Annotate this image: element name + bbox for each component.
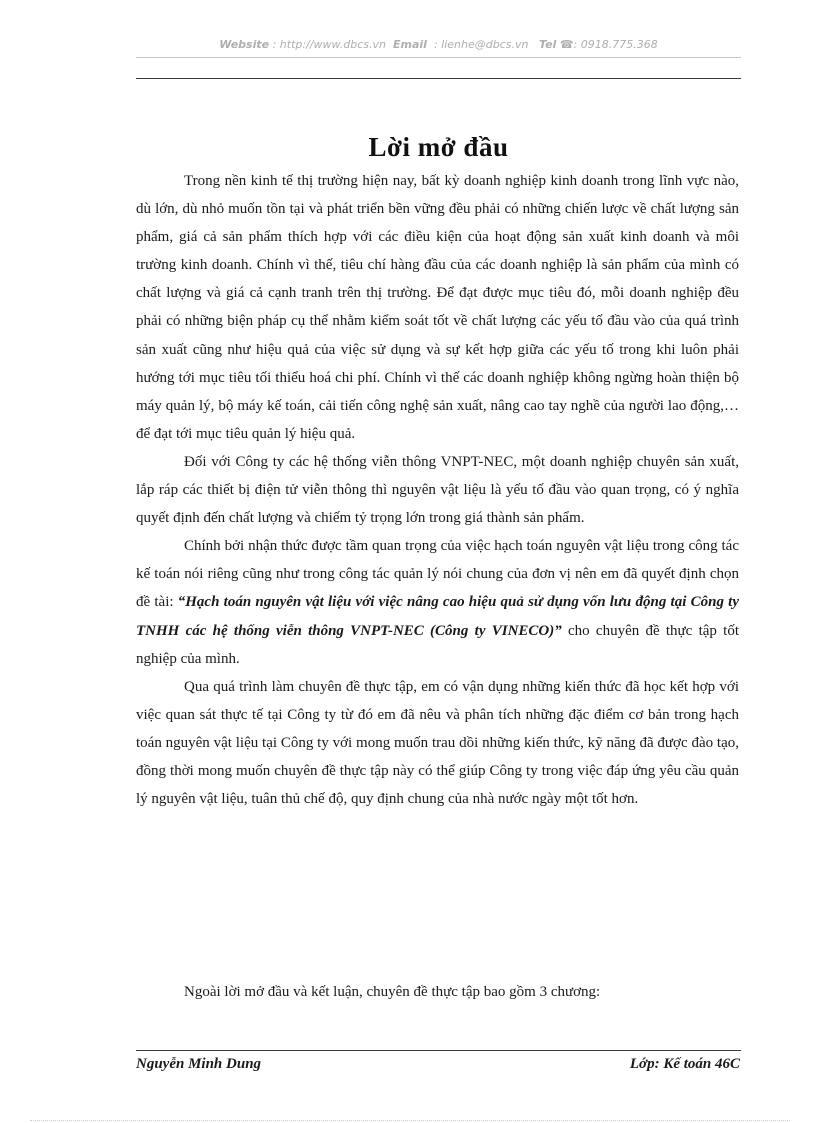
paragraph-company: Đối với Công ty các hệ thống viễn thông VNPT-NEC, một doanh nghiệp chuyên sản xuất, lắp ráp các thiết bị điện tử viễn thông thì nguyên vật liệu là yếu tố đầu vào quan trọng, có ý nghĩa quyết định đến chất lượng và chiếm tỷ trọng lớn trong giá thành sản phẩm. xyxy=(136,453,739,527)
body-text xyxy=(136,167,739,813)
paragraph-topic xyxy=(136,532,739,672)
header-rule-top xyxy=(136,57,741,58)
page-header xyxy=(136,38,741,51)
website-value: : http://www.dbcs.vn xyxy=(272,38,387,51)
paragraph-intro: Trong nền kinh tế thị trường hiện nay, bất kỳ doanh nghiệp kinh doanh trong lĩnh vực nào, dù lớn, dù nhỏ muốn tồn tại và phát triển bền vững đều phải có những chiến lược về chất lượng sản phẩm, giá cả sản phẩm thích hợp với các điều kiện của hoạt động sản xuất kinh doanh và môi trường kinh doanh. Chính vì thế, tiêu chí hàng đầu của các doanh nghiệp là sản phẩm của mình có chất lượng và giá cả cạnh tranh trên thị trường. Để đạt được mục tiêu đó, mỗi doanh nghiệp đều phải có những biện pháp cụ thể nhằm kiểm soát tốt về chất lượng các yếu tố đầu vào của quá trình sản xuất cũng như hiệu quả của việc sử dụng và sự kết hợp giữa các yếu tố trong khi luôn phải hướng tới mục tiêu tối thiểu hoá chi phí. Chính vì thế các doanh nghiệp không ngừng hoàn thiện bộ máy quản lý, bộ máy kế toán, cải tiến công nghệ sản xuất, nâng cao tay nghề của người lao động,… để đạt tới mục tiêu quản lý hiệu quả. xyxy=(136,173,739,442)
footer-class: Lớp: Kế toán 46C xyxy=(629,1056,740,1072)
topic-lead-text: Chính bởi nhận thức được tầm quan trọng của việc hạch toán nguyên vật liệu trong công tác kế toán nói riêng cũng như trong công tác quản lý nói chung của đơn vị nên em đã quyết định chọn đề tài: xyxy=(136,538,739,611)
footer-rule xyxy=(136,1050,741,1051)
phone-icon: ☎ xyxy=(559,38,574,51)
page-title: Lời mở đầu xyxy=(368,132,509,162)
header-rule-bottom xyxy=(136,78,741,79)
website-label: Website xyxy=(219,38,270,51)
email-value: : lienhe@dbcs.vn xyxy=(433,38,529,51)
page-edge-line xyxy=(30,1120,790,1121)
thesis-topic: “Hạch toán nguyên vật liệu với việc nâng cao hiệu quả sử dụng vốn lưu động tại Công ty TNHH các hệ thống viễn thông VNPT-NEC (Công ty VINECO)” xyxy=(136,594,739,639)
footer-author: Nguyễn Minh Dung xyxy=(136,1056,262,1072)
paragraph-purpose: Qua quá trình làm chuyên đề thực tập, em có vận dụng những kiến thức đã học kết hợp với việc quan sát thực tế tại Công ty từ đó em đã nêu và phân tích những đặc điểm cơ bản trong hạch toán nguyên vật liệu tại Công ty với mong muốn trau dồi những kiến thức, kỹ năng đã được đào tạo, đồng thời mong muốn chuyên đề thực tập này có thể giúp Công ty trong việc đáp ứng yêu cầu quản lý nguyên vật liệu, tuân thủ chế độ, quy định chung của nhà nước ngày một tốt hơn. xyxy=(136,678,739,808)
paragraph-chapters: Ngoài lời mở đầu và kết luận, chuyên đề thực tập bao gồm 3 chương: xyxy=(184,984,601,1000)
topic-tail-text: cho chuyên đề thực tập tốt nghiệp của mình. xyxy=(136,622,740,667)
tel-label: Tel xyxy=(538,38,557,51)
tel-value: : 0918.775.368 xyxy=(573,38,658,51)
email-label: Email xyxy=(393,38,427,51)
